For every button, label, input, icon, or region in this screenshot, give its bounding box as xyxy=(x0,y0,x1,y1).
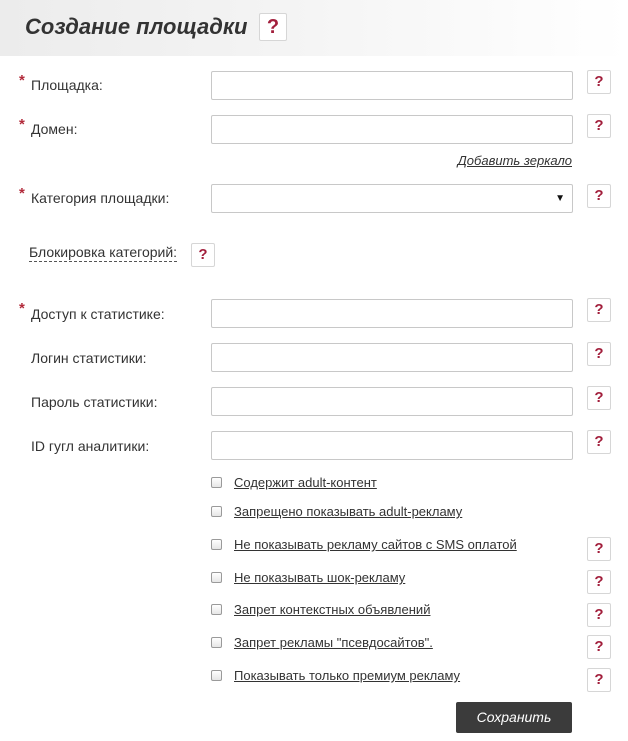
help-icon[interactable]: ? xyxy=(587,537,611,561)
adult-content-checkbox[interactable] xyxy=(211,477,222,488)
help-icon[interactable]: ? xyxy=(587,603,611,627)
save-button[interactable]: Сохранить xyxy=(456,702,572,733)
category-select[interactable] xyxy=(211,184,573,213)
adult-content-label[interactable]: Содержит adult-контент xyxy=(234,475,377,490)
required-mark: * xyxy=(19,72,25,89)
no-context-ads-checkbox[interactable] xyxy=(211,604,222,615)
no-sms-ads-checkbox[interactable] xyxy=(211,539,222,550)
stats-password-input[interactable] xyxy=(211,387,573,416)
help-icon[interactable]: ? xyxy=(587,430,611,454)
help-icon[interactable]: ? xyxy=(259,13,287,41)
no-adult-ads-label[interactable]: Запрещено показывать adult-рекламу xyxy=(234,504,463,519)
required-mark: * xyxy=(19,116,25,133)
stats-password-label: Пароль статистики: xyxy=(31,394,158,410)
help-icon[interactable]: ? xyxy=(587,570,611,594)
dropdown-arrow-icon: ▼ xyxy=(555,193,565,204)
site-label: Площадка: xyxy=(31,77,103,93)
ga-id-label: ID гугл аналитики: xyxy=(31,438,150,454)
ga-id-input[interactable] xyxy=(211,431,573,460)
block-categories-toggle[interactable]: Блокировка категорий: xyxy=(29,244,178,260)
stats-access-label: Доступ к статистике: xyxy=(31,306,165,322)
help-icon[interactable]: ? xyxy=(587,635,611,659)
help-icon[interactable]: ? xyxy=(587,184,611,208)
page-title: Создание площадки xyxy=(25,14,248,39)
premium-only-label[interactable]: Показывать только премиум рекламу xyxy=(234,668,461,683)
no-shock-ads-label[interactable]: Не показывать шок-рекламу xyxy=(234,570,406,585)
stats-access-input[interactable] xyxy=(211,299,573,328)
help-icon[interactable]: ? xyxy=(587,386,611,410)
help-icon[interactable]: ? xyxy=(191,243,215,267)
no-pseudo-sites-checkbox[interactable] xyxy=(211,637,222,648)
page-header xyxy=(0,0,628,56)
domain-label: Домен: xyxy=(31,121,78,137)
help-icon[interactable]: ? xyxy=(587,114,611,138)
no-adult-ads-checkbox[interactable] xyxy=(211,506,222,517)
no-pseudo-sites-label[interactable]: Запрет рекламы "псевдосайтов". xyxy=(234,635,433,650)
help-icon[interactable]: ? xyxy=(587,342,611,366)
help-icon[interactable]: ? xyxy=(587,668,611,692)
required-mark: * xyxy=(19,300,25,317)
required-mark: * xyxy=(19,185,25,202)
domain-input[interactable] xyxy=(211,115,573,144)
no-sms-ads-label[interactable]: Не показывать рекламу сайтов с SMS оплатой xyxy=(234,537,517,552)
no-shock-ads-checkbox[interactable] xyxy=(211,572,222,583)
site-input[interactable] xyxy=(211,71,573,100)
help-icon[interactable]: ? xyxy=(587,70,611,94)
stats-login-label: Логин статистики: xyxy=(31,350,147,366)
premium-only-checkbox[interactable] xyxy=(211,670,222,681)
help-icon[interactable]: ? xyxy=(587,298,611,322)
no-context-ads-label[interactable]: Запрет контекстных объявлений xyxy=(234,602,431,617)
stats-login-input[interactable] xyxy=(211,343,573,372)
add-mirror-link[interactable]: Добавить зеркало xyxy=(457,153,572,168)
category-label: Категория площадки: xyxy=(31,190,170,206)
